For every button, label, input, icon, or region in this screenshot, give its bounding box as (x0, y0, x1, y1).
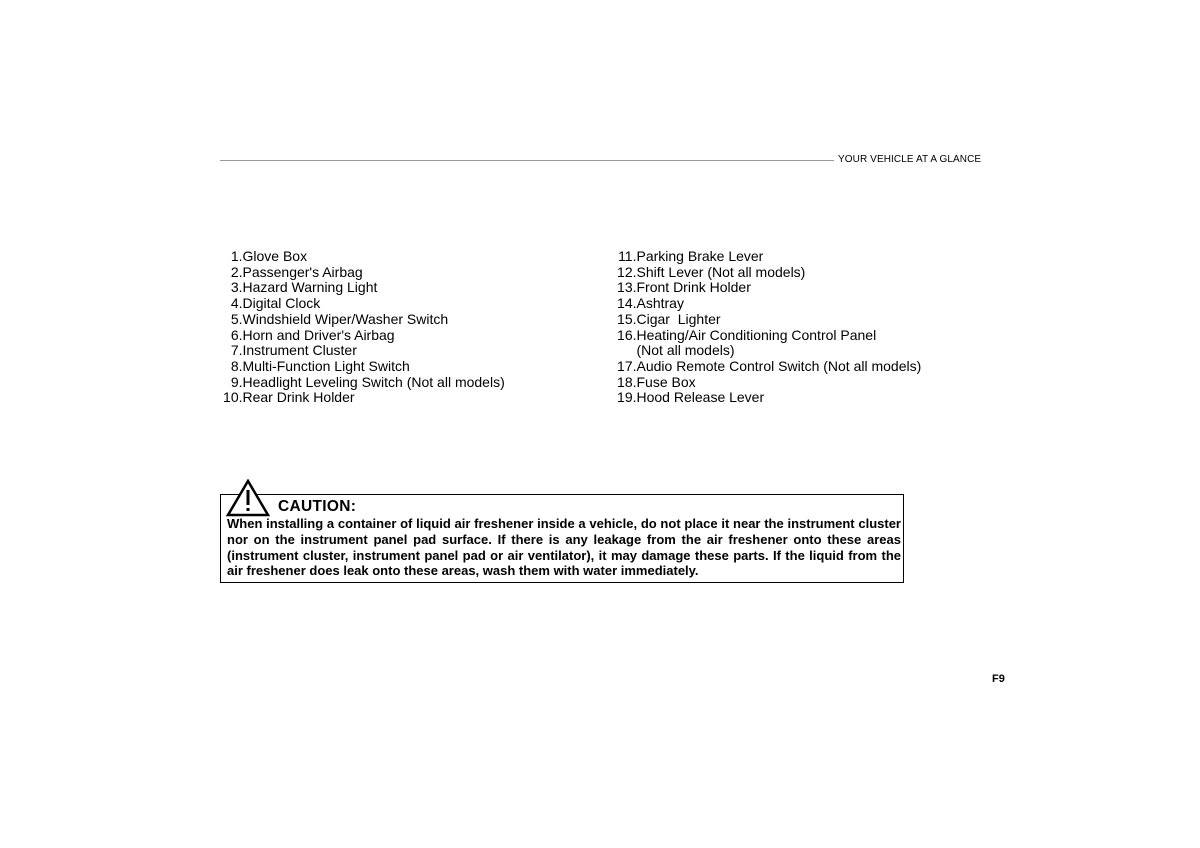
item-number: 8. (230, 357, 243, 374)
item-number: 7. (230, 342, 243, 359)
item-number: 14. (617, 295, 637, 312)
item-label: Windshield Wiper/Washer Switch (242, 310, 449, 327)
item-label: Front Drink Holder (636, 279, 751, 296)
item-number: 15. (617, 310, 637, 327)
item-number: 13. (617, 279, 637, 296)
item-label: Passenger's Airbag (242, 263, 363, 280)
list-item (612, 249, 952, 265)
item-label: Shift Lever (Not all models) (636, 263, 806, 280)
item-number: 16. (617, 326, 637, 343)
warning-triangle-icon (226, 479, 270, 517)
item-label: Digital Clock (242, 295, 321, 312)
item-number: 1. (230, 248, 243, 264)
list-item (218, 359, 598, 375)
item-label: Fuse Box (636, 373, 696, 390)
list-item (218, 343, 598, 359)
section-title: YOUR VEHICLE AT A GLANCE (838, 154, 982, 165)
list-item (218, 265, 598, 281)
list-item (218, 249, 598, 265)
item-label: Heating/Air Conditioning Control Panel (636, 326, 877, 343)
list-item (612, 312, 952, 328)
item-number: 18. (617, 373, 637, 390)
list-item (612, 375, 952, 391)
item-label: Multi-Function Light Switch (242, 357, 410, 374)
list-item (612, 343, 952, 359)
item-number: 9. (230, 373, 243, 390)
list-item (218, 328, 598, 344)
item-label: Parking Brake Lever (636, 248, 764, 264)
item-number: 12. (617, 263, 637, 280)
item-number: 10. (223, 389, 243, 406)
page-number: F9 (992, 673, 1005, 685)
list-item (218, 375, 598, 391)
item-label: Headlight Leveling Switch (Not all models) (242, 373, 505, 390)
item-label: Audio Remote Control Switch (Not all models) (636, 357, 922, 374)
item-label: Ashtray (636, 295, 684, 312)
header-rule (220, 160, 834, 161)
caution-title: CAUTION: (278, 498, 357, 515)
list-item (218, 280, 598, 296)
item-label: Hazard Warning Light (242, 279, 378, 296)
list-item (612, 390, 952, 406)
item-number: 3. (230, 279, 243, 296)
item-label: Instrument Cluster (242, 342, 357, 359)
item-number: 4. (230, 295, 243, 312)
list-item (612, 328, 952, 344)
caution-box (220, 494, 904, 583)
item-label: Rear Drink Holder (242, 389, 355, 406)
item-number: 19. (617, 389, 637, 406)
legend-list-right (612, 249, 952, 406)
item-number: 2. (230, 263, 243, 280)
list-item (218, 312, 598, 328)
list-item (612, 359, 952, 375)
item-label: Hood Release Lever (636, 389, 765, 406)
item-label: Horn and Driver's Airbag (242, 326, 395, 343)
item-number: 11. (618, 248, 637, 264)
item-number: 5. (230, 310, 243, 327)
list-item (218, 296, 598, 312)
item-label: (Not all models) (636, 342, 735, 359)
item-number: 6. (230, 326, 243, 343)
legend-list-left (218, 249, 598, 406)
list-item (612, 280, 952, 296)
caution-text: When installing a container of liquid air freshener inside a vehicle, do not place it near the instrument cluster nor on the instrument panel pad surface. If there is any leakage from the air freshener onto these areas (instrument cluster, instrument panel pad or air ventilator), it may damage these parts. If the liquid from the air freshener does leak onto these areas, wash them with water immediately. (227, 516, 901, 579)
list-item (218, 390, 598, 406)
item-label: Cigar Lighter (636, 310, 721, 327)
item-number: 17. (617, 357, 637, 374)
item-number (612, 343, 637, 359)
list-item (612, 265, 952, 281)
list-item (612, 296, 952, 312)
item-label: Glove Box (242, 248, 308, 264)
